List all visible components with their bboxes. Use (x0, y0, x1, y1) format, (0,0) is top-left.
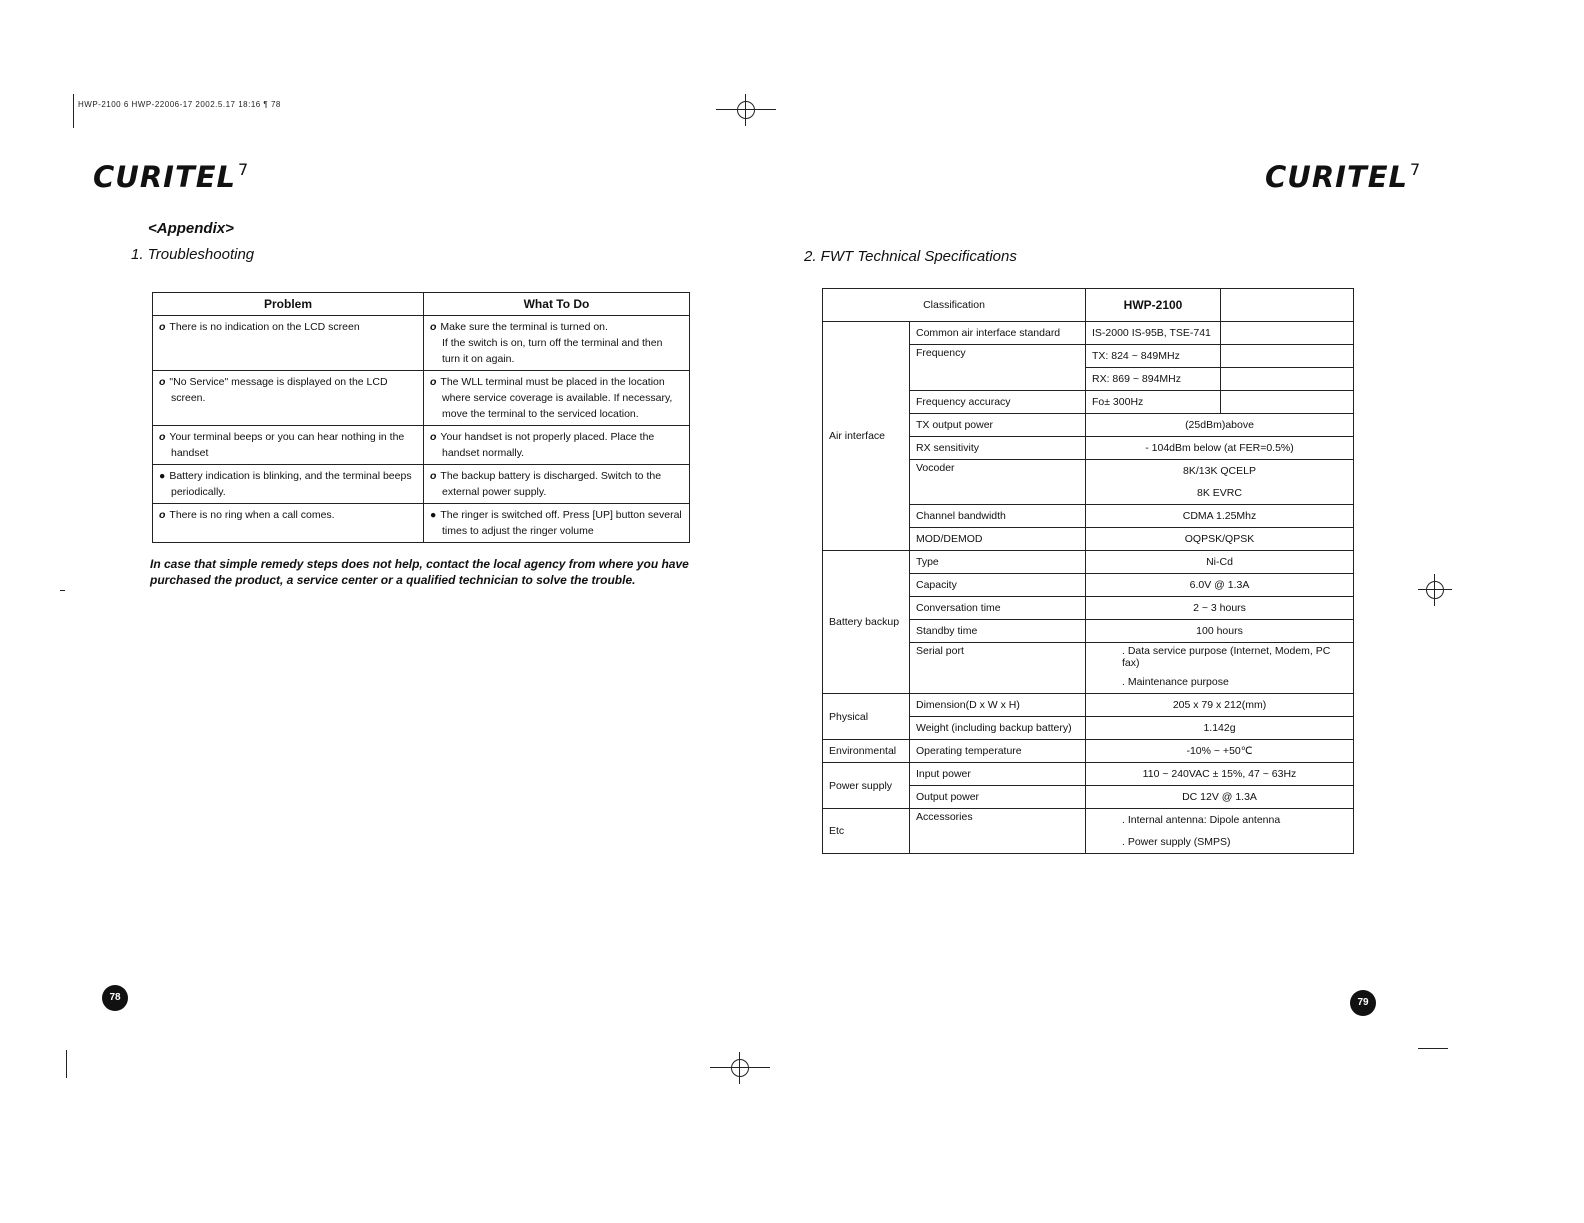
spec-value: 8K EVRC (1086, 482, 1354, 505)
spec-item: Type (910, 551, 1086, 574)
action-text: The WLL terminal must be placed in the location where service coverage is available. If necessary, move the terminal to the serviced location. (440, 376, 673, 420)
table-row: o There is no ring when a call comes. ● The ringer is switched off. Press [UP] button several times to adjust the ringer volume (153, 504, 690, 543)
spec-value: IS-2000 IS-95B, TSE-741 (1086, 322, 1221, 345)
page-number-badge: 79 (1350, 990, 1376, 1016)
group-battery-backup: Battery backup (823, 551, 910, 694)
registration-mark-icon (716, 94, 776, 126)
page-number-badge: 78 (102, 985, 128, 1011)
table-row: o There is no indication on the LCD screen o Make sure the terminal is turned on. If the switch is on, turn off the terminal and then turn it on again. (153, 316, 690, 371)
empty-cell (1221, 322, 1354, 345)
trim-mark (60, 590, 65, 591)
spec-item: RX sensitivity (910, 437, 1086, 460)
spec-value: 110 ~ 240VAC ± 15%, 47 ~ 63Hz (1086, 763, 1354, 786)
spec-value: . Power supply (SMPS) (1086, 831, 1354, 854)
spec-item: Dimension(D x W x H) (910, 694, 1086, 717)
spec-value: 1.142g (1086, 717, 1354, 740)
problem-text: Your terminal beeps or you can hear nothing in the handset (169, 431, 405, 459)
spec-value: (25dBm)above (1086, 414, 1354, 437)
spec-item: Frequency accuracy (910, 391, 1086, 414)
spec-item: Standby time (910, 620, 1086, 643)
spec-value: 205 x 79 x 212(mm) (1086, 694, 1354, 717)
spec-value: DC 12V @ 1.3A (1086, 786, 1354, 809)
table-row: o Your terminal beeps or you can hear nothing in the handset o Your handset is not properly placed. Place the handset normally. (153, 426, 690, 465)
spec-item: Frequency (910, 345, 1086, 391)
trim-mark (66, 1050, 67, 1078)
spec-item: Channel bandwidth (910, 505, 1086, 528)
print-header: HWP-2100 6 HWP-22006-17 2002.5.17 18:16 ¶ 78 (78, 100, 281, 109)
table-row: ● Battery indication is blinking, and the terminal beeps periodically. o The backup battery is discharged. Switch to the external power supply. (153, 465, 690, 504)
spec-value: . Internal antenna: Dipole antenna (1086, 809, 1354, 832)
spec-item: Common air interface standard (910, 322, 1086, 345)
section-title-specifications: 2. FWT Technical Specifications (804, 248, 1017, 265)
spec-value: 2 ~ 3 hours (1086, 597, 1354, 620)
registration-mark-icon (710, 1052, 770, 1084)
spec-value: RX: 869 ~ 894MHz (1086, 368, 1221, 391)
spec-item: Weight (including backup battery) (910, 717, 1086, 740)
spec-item: Conversation time (910, 597, 1086, 620)
empty-cell (1221, 289, 1354, 322)
spec-item: TX output power (910, 414, 1086, 437)
trim-mark (1418, 1048, 1448, 1049)
column-header-problem: Problem (153, 293, 424, 316)
spec-value: - 104dBm below (at FER=0.5%) (1086, 437, 1354, 460)
appendix-title: <Appendix> (148, 220, 234, 237)
action-text: The backup battery is discharged. Switch to the external power supply. (440, 470, 662, 498)
group-power-supply: Power supply (823, 763, 910, 809)
spec-item: Capacity (910, 574, 1086, 597)
empty-cell (1221, 368, 1354, 391)
action-text: Your handset is not properly placed. Place the handset normally. (440, 431, 655, 459)
spec-value: -10% ~ +50℃ (1086, 740, 1354, 763)
spec-item: Accessories (910, 809, 1086, 854)
spec-item: Operating temperature (910, 740, 1086, 763)
spec-value: Fo± 300Hz (1086, 391, 1221, 414)
spec-value: OQPSK/QPSK (1086, 528, 1354, 551)
spec-value: 6.0V @ 1.3A (1086, 574, 1354, 597)
spec-value: . Maintenance purpose (1086, 671, 1354, 694)
troubleshooting-note: In case that simple remedy steps does not help, contact the local agency from where you have purchased the product, a service center or a qualified technician to solve the trouble. (150, 557, 689, 587)
spec-item: Vocoder (910, 460, 1086, 505)
spec-value: . Data service purpose (Internet, Modem, PC fax) (1086, 643, 1354, 672)
problem-text: There is no ring when a call comes. (169, 509, 335, 521)
registration-mark-icon (1418, 574, 1452, 606)
column-header-classification: Classification (823, 289, 1086, 322)
empty-cell (1221, 345, 1354, 368)
spec-item: Input power (910, 763, 1086, 786)
spec-value: Ni-Cd (1086, 551, 1354, 574)
spec-item: MOD/DEMOD (910, 528, 1086, 551)
spec-item: Output power (910, 786, 1086, 809)
column-header-what-to-do: What To Do (424, 293, 690, 316)
spec-value: 100 hours (1086, 620, 1354, 643)
column-header-model: HWP-2100 (1086, 289, 1221, 322)
group-environmental: Environmental (823, 740, 910, 763)
table-row: o "No Service" message is displayed on the LCD screen. o The WLL terminal must be placed in the location where service coverage is available. If necessary, move the terminal to the serviced location. (153, 371, 690, 426)
action-text: Make sure the terminal is turned on. (440, 321, 608, 333)
specifications-table (822, 288, 1354, 854)
empty-cell (1221, 391, 1354, 414)
spec-value: 8K/13K QCELP (1086, 460, 1354, 483)
group-air-interface: Air interface (823, 322, 910, 551)
section-title-troubleshooting: 1. Troubleshooting (131, 246, 255, 263)
group-physical: Physical (823, 694, 910, 740)
spec-value: CDMA 1.25Mhz (1086, 505, 1354, 528)
problem-text: There is no indication on the LCD screen (169, 321, 360, 333)
action-text: If the switch is on, turn off the terminal and then turn it on again. (442, 337, 663, 365)
spec-value: TX: 824 ~ 849MHz (1086, 345, 1221, 368)
group-etc: Etc (823, 809, 910, 854)
action-text: The ringer is switched off. Press [UP] button several times to adjust the ringer volume (440, 509, 682, 537)
problem-text: Battery indication is blinking, and the terminal beeps periodically. (169, 470, 412, 498)
spec-item: Serial port (910, 643, 1086, 694)
header-rule (73, 94, 74, 128)
troubleshooting-table (152, 292, 690, 543)
curitel-logo-right: CURITEL $^7$ (1265, 160, 1422, 194)
curitel-logo-left: CURITEL $^7$ (93, 160, 250, 194)
problem-text: "No Service" message is displayed on the LCD screen. (169, 376, 388, 404)
